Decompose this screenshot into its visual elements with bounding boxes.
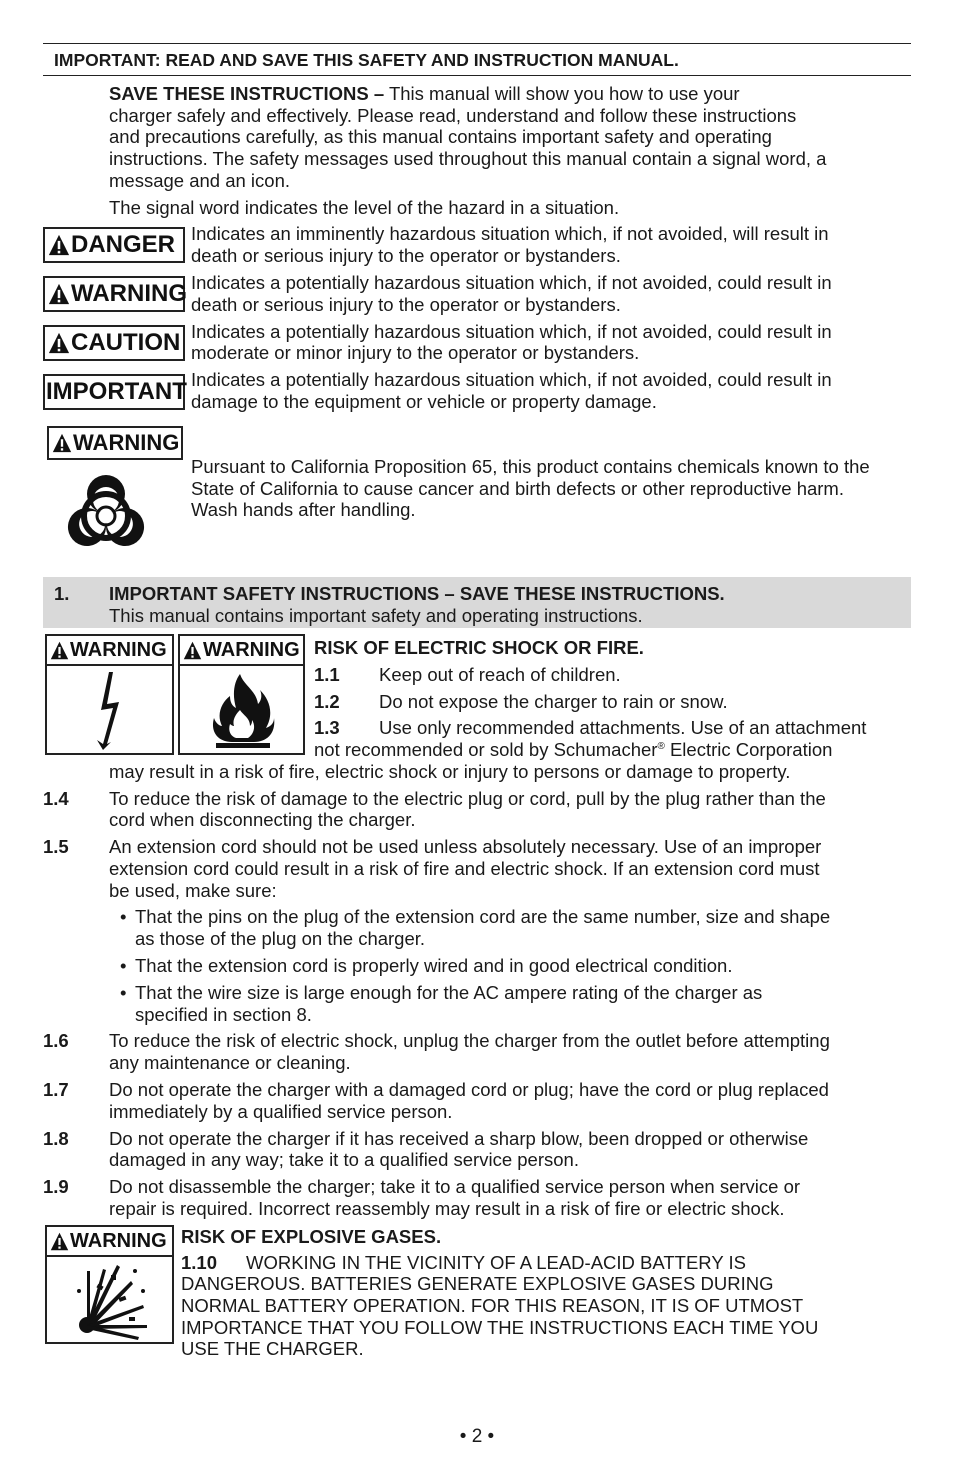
- important-label-text: IMPORTANT: [46, 378, 187, 405]
- danger-definition-line: death or serious injury to the operator or bystanders.: [191, 245, 621, 266]
- shock-heading: RISK OF ELECTRIC SHOCK OR FIRE.: [314, 637, 644, 658]
- registered-mark: ®: [657, 741, 665, 752]
- bullet-text: specified in section 8.: [135, 1004, 312, 1025]
- item-text: WORKING IN THE VICINITY OF A LEAD-ACID BATTERY IS: [246, 1252, 746, 1273]
- caution-label: [43, 325, 185, 361]
- item-text: Do not operate the charger with a damaged cord or plug; have the cord or plug replaced: [109, 1079, 829, 1100]
- item-text: Do not disassemble the charger; take it to a qualified service person when service or: [109, 1176, 801, 1197]
- prop65-warning-label-text: WARNING: [73, 430, 180, 455]
- intro-line: instructions. The safety messages used throughout this manual contain a signal word, a: [109, 148, 827, 169]
- item-text: An extension cord should not be used unless absolutely necessary. Use of an improper: [109, 836, 822, 857]
- signal-word-note: The signal word indicates the level of the hazard in a situation.: [109, 197, 620, 218]
- alert-triangle-icon: [48, 332, 70, 354]
- item-number: 1.3: [314, 717, 340, 738]
- caution-label-text: CAUTION: [71, 329, 181, 356]
- header-bottom-rule: [43, 75, 911, 76]
- alert-triangle-icon: [183, 641, 202, 660]
- item-number: 1.7: [43, 1079, 69, 1100]
- section-title: IMPORTANT SAFETY INSTRUCTIONS – SAVE THESE INSTRUCTIONS.: [109, 583, 725, 604]
- intro-line-1: [109, 83, 740, 105]
- item-text: IMPORTANCE THAT YOU FOLLOW THE INSTRUCTIONS EACH TIME YOU: [181, 1317, 819, 1338]
- alert-triangle-icon: [48, 283, 70, 305]
- warning-definition-line: Indicates a potentially hazardous situation which, if not avoided, could result in: [191, 272, 832, 293]
- item-text: any maintenance or cleaning.: [109, 1052, 351, 1073]
- item-text-continued: may result in a risk of fire, electric shock or injury to persons or damage to property.: [109, 761, 791, 782]
- item-text: immediately by a qualified service person.: [109, 1101, 453, 1122]
- intro-line: charger safely and effectively. Please read, understand and follow these instructions: [109, 105, 797, 126]
- section-number: 1.: [54, 583, 70, 604]
- item-text: Do not operate the charger if it has received a sharp blow, been dropped or otherwise: [109, 1128, 809, 1149]
- item-text: cord when disconnecting the charger.: [109, 809, 416, 830]
- intro-line: message and an icon.: [109, 170, 291, 191]
- item-text-part: Electric Corporation: [664, 739, 833, 760]
- danger-label: [43, 227, 185, 263]
- fire-warning-box: [178, 634, 305, 755]
- bullet-text: as those of the plug on the charger.: [135, 928, 426, 949]
- bullet-text: That the wire size is large enough for the AC ampere rating of the charger as: [135, 982, 763, 1003]
- item-text: DANGEROUS. BATTERIES GENERATE EXPLOSIVE GASES DURING: [181, 1273, 774, 1294]
- item-number: 1.5: [43, 836, 69, 857]
- item-number: 1.1: [314, 664, 340, 685]
- danger-label-text: DANGER: [71, 231, 176, 258]
- caution-definition-line: Indicates a potentially hazardous situation which, if not avoided, could result in: [191, 321, 832, 342]
- intro-lead: SAVE THESE INSTRUCTIONS –: [109, 83, 385, 104]
- warning-label-text: WARNING: [71, 280, 187, 307]
- item-text: repair is required. Incorrect reassembly may result in a risk of fire or electric shock.: [109, 1198, 785, 1219]
- item-number: 1.9: [43, 1176, 69, 1197]
- important-label: [43, 374, 185, 410]
- bullet-icon: •: [120, 982, 127, 1003]
- item-text: Do not expose the charger to rain or snow.: [379, 691, 728, 712]
- fire-warning-label: [178, 634, 305, 666]
- prop65-text-line: State of California to cause cancer and birth defects or other reproductive harm.: [191, 478, 844, 499]
- section-subtitle: This manual contains important safety and operating instructions.: [109, 605, 643, 626]
- item-text: Use only recommended attachments. Use of an attachment: [379, 717, 867, 738]
- intro-line: and precautions carefully, as this manual contains important safety and operating: [109, 126, 772, 147]
- biohazard-icon: [53, 462, 159, 570]
- item-text: NORMAL BATTERY OPERATION. FOR THIS REASON, IT IS OF UTMOST: [181, 1295, 804, 1316]
- alert-triangle-icon: [52, 433, 72, 453]
- item-text: To reduce the risk of damage to the electric plug or cord, pull by the plug rather than the: [109, 788, 826, 809]
- warning-label: [43, 276, 185, 312]
- warning-definition-line: death or serious injury to the operator or bystanders.: [191, 294, 621, 315]
- item-text: extension cord could result in a risk of fire and electric shock. If an extension cord must: [109, 858, 820, 879]
- explosive-heading: RISK OF EXPLOSIVE GASES.: [181, 1226, 442, 1247]
- shock-warning-box: [45, 634, 174, 755]
- item-text: damaged in any way; take it to a qualified service person.: [109, 1149, 579, 1170]
- item-text-continued: [314, 739, 832, 761]
- item-text: be used, make sure:: [109, 880, 277, 901]
- item-text: USE THE CHARGER.: [181, 1338, 364, 1359]
- caution-definition-line: moderate or minor injury to the operator or bystanders.: [191, 342, 640, 363]
- explosion-icon: [73, 1261, 151, 1341]
- electric-shock-icon: [83, 670, 135, 752]
- explosion-warning-label-text: WARNING: [70, 1229, 167, 1252]
- item-text: To reduce the risk of electric shock, unplug the charger from the outlet before attempting: [109, 1030, 830, 1051]
- shock-warning-label: [45, 634, 174, 666]
- bullet-icon: •: [120, 906, 127, 927]
- important-definition-line: damage to the equipment or vehicle or property damage.: [191, 391, 657, 412]
- bullet-text: That the pins on the plug of the extension cord are the same number, size and shape: [135, 906, 831, 927]
- bullet-icon: •: [120, 955, 127, 976]
- alert-triangle-icon: [50, 1232, 69, 1251]
- bullet-text: That the extension cord is properly wired and in good electrical condition.: [135, 955, 733, 976]
- top-rule: [43, 43, 911, 44]
- explosion-warning-label: [45, 1225, 174, 1257]
- alert-triangle-icon: [48, 234, 70, 256]
- prop65-text-line: Wash hands after handling.: [191, 499, 416, 520]
- intro-lead-text: This manual will show you how to use your: [384, 83, 740, 104]
- shock-warning-label-text: WARNING: [70, 638, 167, 661]
- important-definition-line: Indicates a potentially hazardous situation which, if not avoided, could result in: [191, 369, 832, 390]
- prop65-warning-label: [47, 426, 183, 460]
- alert-triangle-icon: [50, 641, 69, 660]
- fire-icon: [210, 670, 276, 750]
- item-text: Keep out of reach of children.: [379, 664, 621, 685]
- explosion-warning-box: [45, 1225, 174, 1344]
- item-number: 1.10: [181, 1252, 218, 1273]
- fire-warning-label-text: WARNING: [203, 638, 300, 661]
- item-number: 1.4: [43, 788, 69, 809]
- page-number: • 2 •: [459, 1426, 495, 1447]
- item-number: 1.6: [43, 1030, 69, 1051]
- danger-definition-line: Indicates an imminently hazardous situation which, if not avoided, will result in: [191, 223, 829, 244]
- item-text-part: not recommended or sold by Schumacher: [314, 739, 658, 760]
- manual-header-title: IMPORTANT: READ AND SAVE THIS SAFETY AND INSTRUCTION MANUAL.: [54, 50, 679, 70]
- item-number: 1.8: [43, 1128, 69, 1149]
- item-number: 1.2: [314, 691, 340, 712]
- prop65-text-line: Pursuant to California Proposition 65, this product contains chemicals known to the: [191, 456, 870, 477]
